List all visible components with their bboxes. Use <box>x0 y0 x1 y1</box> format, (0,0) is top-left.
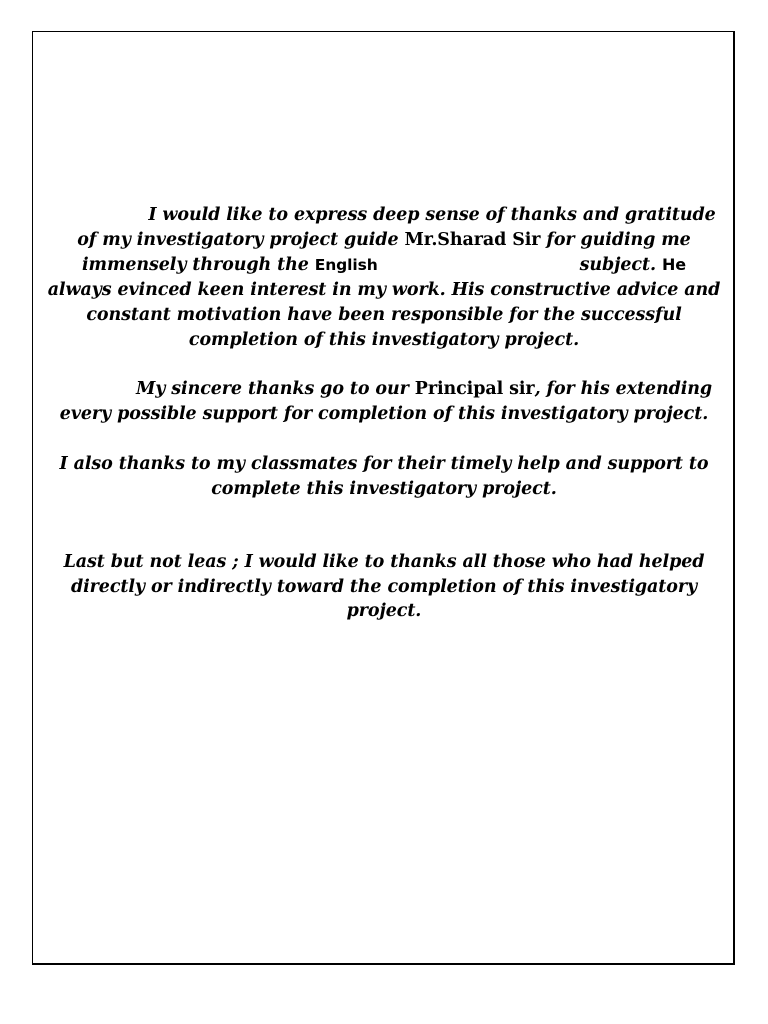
para4-line2-text: directly or indirectly toward the completion of this investigatory <box>70 577 698 597</box>
para1-line5-text: constant motivation have been responsible for the successful <box>86 305 682 325</box>
para2-line1-text-b: , for his extending <box>534 379 713 399</box>
para2-line2 <box>0 402 768 426</box>
para4-line1-text: Last but not leas ; I would like to thanks all those who had helped <box>63 552 705 572</box>
para1-line2-text-b: for guiding me <box>546 230 691 250</box>
guide-name: Mr.Sharad Sir <box>404 230 541 250</box>
he-word: He <box>661 255 687 274</box>
para4-line3 <box>0 599 768 623</box>
para2-line2-text: every possible support for completion of this investigatory project. <box>59 404 709 424</box>
para2-line1-text-a: My sincere thanks go to our <box>135 379 409 399</box>
subject-name: English <box>314 256 378 274</box>
para3-line1 <box>0 452 768 476</box>
para1-line5 <box>0 303 768 327</box>
para1-line4 <box>0 278 768 302</box>
para1-line2-text-a: of my investigatory project guide <box>77 230 399 250</box>
para1-line3 <box>0 253 768 277</box>
para1-line1-text: I would like to express deep sense of thanks and gratitude <box>148 205 716 225</box>
principal-name: Principal sir <box>414 379 535 399</box>
para1-line6-text: completion of this investigatory project. <box>188 330 580 350</box>
para4-line3-text: project. <box>346 601 422 621</box>
para1-line2 <box>0 228 768 252</box>
para3-line2 <box>0 477 768 501</box>
para1-line1 <box>48 203 768 227</box>
para3-line2-text: complete this investigatory project. <box>211 479 557 499</box>
para4-line1 <box>0 550 768 574</box>
para1-line4-text: always evinced keen interest in my work. His constructive advice and <box>47 280 721 300</box>
para1-line3-text-a: immensely through the <box>81 255 309 275</box>
para4-line2 <box>0 575 768 599</box>
para3-line1-text: I also thanks to my classmates for their timely help and support to <box>59 454 709 474</box>
para1-line3-text-b: subject. <box>579 255 656 275</box>
para1-line6 <box>0 328 768 352</box>
para2-line1 <box>40 377 768 401</box>
